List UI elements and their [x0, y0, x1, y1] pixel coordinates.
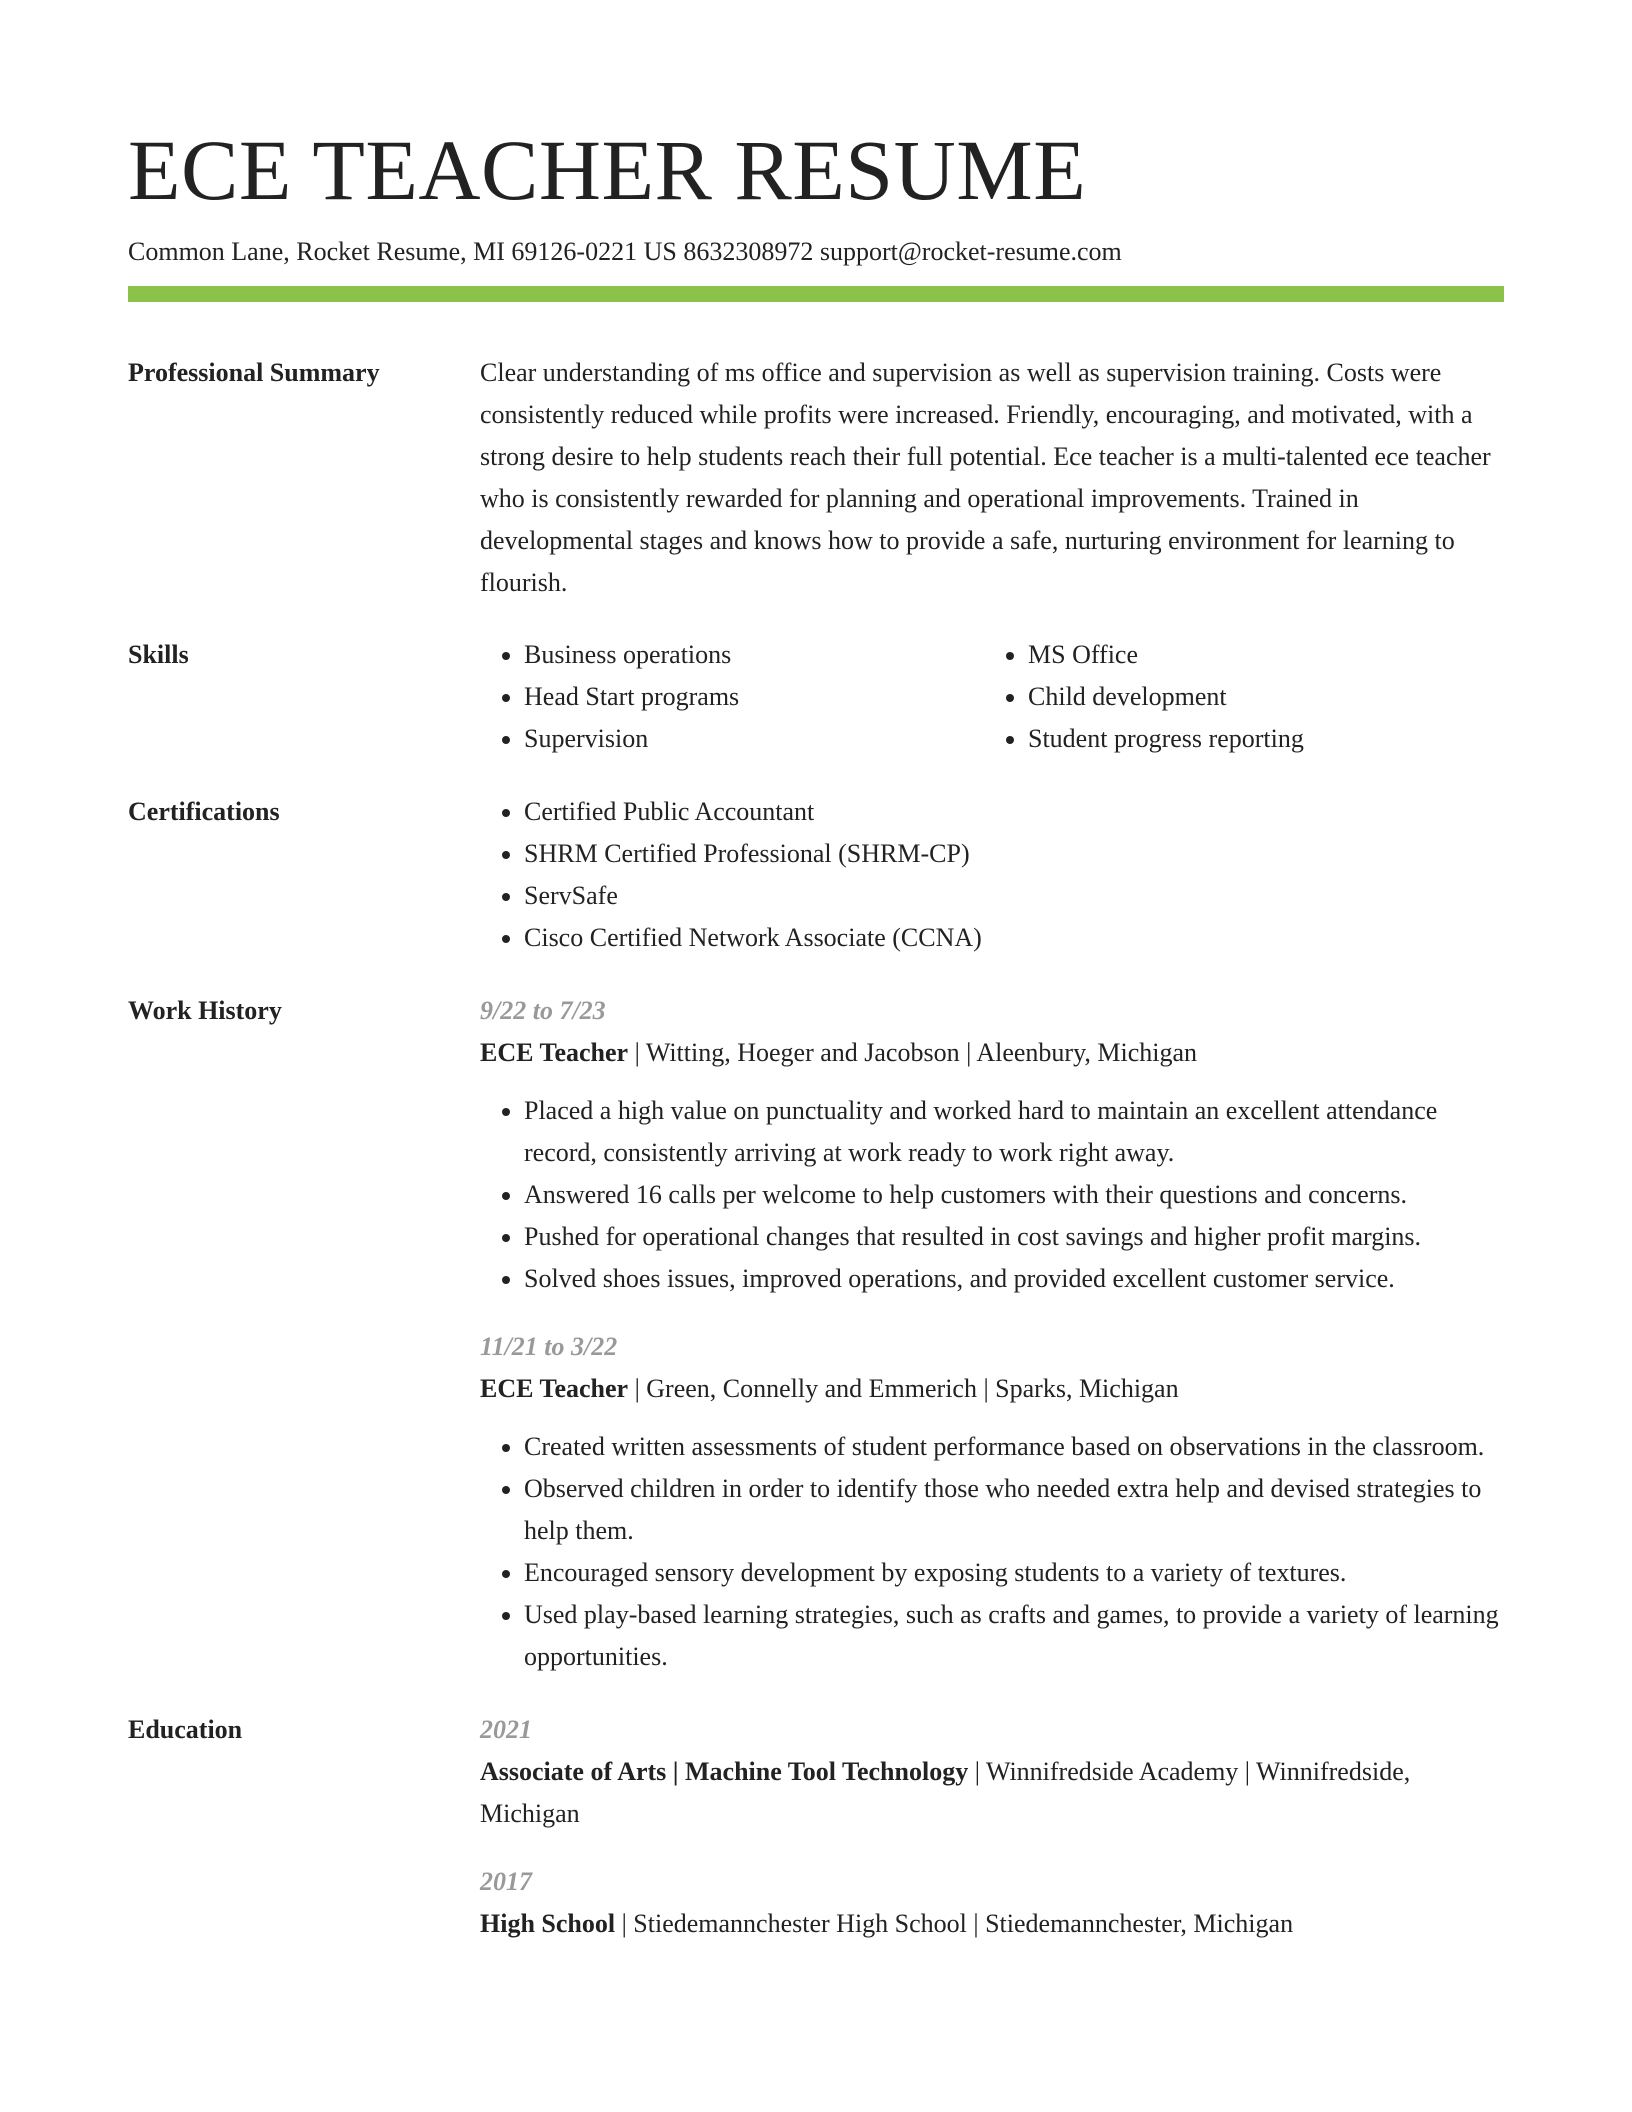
education-section: [128, 1709, 1504, 1945]
section-title-certifications: Certifications: [128, 797, 280, 826]
section-title-summary: Professional Summary: [128, 358, 380, 387]
education-degree: High School: [480, 1909, 616, 1938]
job-bullet: • Solved shoes issues, improved operations, and provided excellent customer service.: [524, 1258, 1504, 1300]
job-dates: 11/21 to 3/22: [480, 1332, 618, 1361]
certifications-body: [480, 791, 1504, 959]
contact-phone: 8632308972: [683, 237, 814, 266]
job-bullet: • Created written assessments of student performance based on observations in the classroom.: [524, 1426, 1504, 1468]
certifications-list: [480, 791, 1504, 959]
certification-item: • ServSafe: [524, 875, 1504, 917]
job-entry: [480, 990, 1504, 1300]
job-bullet: • Used play-based learning strategies, such as crafts and games, to provide a variety of learning opportunities.: [524, 1594, 1504, 1678]
education-year: 2021: [480, 1715, 532, 1744]
job-bullet: • Pushed for operational changes that resulted in cost savings and higher profit margins.: [524, 1216, 1504, 1258]
education-degree: Associate of Arts | Machine Tool Technology: [480, 1757, 969, 1786]
job-bullet: • Placed a high value on punctuality and worked hard to maintain an excellent attendance record, consistently arriving at work ready to work right away.: [524, 1090, 1504, 1174]
job-bullet: • Observed children in order to identify those who needed extra help and devised strategies to help them.: [524, 1468, 1504, 1552]
skill-item: • Business operations: [524, 634, 984, 676]
section-title-work-history: Work History: [128, 996, 282, 1025]
skills-list: [480, 634, 1504, 760]
certification-item: • Cisco Certified Network Associate (CCNA): [524, 917, 1504, 959]
job-bullets: [480, 1426, 1504, 1678]
job-entry: [480, 1326, 1504, 1678]
skill-item: • Head Start programs: [524, 676, 984, 718]
education-entry: [480, 1861, 1504, 1945]
job-bullet: • Answered 16 calls per welcome to help customers with their questions and concerns.: [524, 1174, 1504, 1216]
summary-section: [128, 352, 1504, 604]
contact-line: [128, 234, 1504, 270]
job-position: ECE Teacher: [480, 1374, 629, 1403]
job-dates: 9/22 to 7/23: [480, 996, 606, 1025]
job-heading: [480, 1032, 1504, 1074]
skill-item: • MS Office: [1028, 634, 1488, 676]
skills-body: [480, 634, 1504, 760]
resume-page: [128, 118, 1504, 1945]
job-bullet: • Encouraged sensory development by exposing students to a variety of textures.: [524, 1552, 1504, 1594]
job-heading: [480, 1368, 1504, 1410]
education-entry: [480, 1709, 1504, 1835]
education-details: | Stiedemannchester High School | Stiedemannchester, Michigan: [615, 1909, 1294, 1938]
skill-item: • Supervision: [524, 718, 984, 760]
education-body: [480, 1709, 1504, 1945]
job-position: ECE Teacher: [480, 1038, 629, 1067]
section-title-education: Education: [128, 1715, 243, 1744]
skill-item: • Student progress reporting: [1028, 718, 1488, 760]
resume-title: ECE TEACHER RESUME: [128, 122, 1087, 218]
summary-text: Clear understanding of ms office and supervision as well as supervision training. Costs were consistently reduced while profits were increased. Friendly, encouraging, and motivated, with a strong desire to help students reach their full potential. Ece teacher is a multi-talented ece teacher who is consistently rewarded for planning and operational improvements. Trained in developmental stages and knows how to provide a safe, nurturing environment for learning to flourish.: [480, 358, 1491, 597]
job-details: | Green, Connelly and Emmerich | Sparks, Michigan: [628, 1374, 1179, 1403]
education-details: | Winnifredside Academy | Winnifredside, Michigan: [480, 1757, 1411, 1828]
skill-item: • Child development: [1028, 676, 1488, 718]
skills-section: [128, 634, 1504, 760]
job-bullets: [480, 1090, 1504, 1300]
contact-email[interactable]: support@rocket-resume.com: [819, 237, 1122, 266]
certifications-section: [128, 791, 1504, 959]
education-heading: [480, 1903, 1504, 1945]
education-year: 2017: [480, 1867, 532, 1896]
work-history-body: [480, 990, 1504, 1678]
header-divider: [128, 286, 1504, 302]
work-history-section: [128, 990, 1504, 1678]
section-title-skills: Skills: [128, 640, 189, 669]
job-details: | Witting, Hoeger and Jacobson | Aleenbury, Michigan: [628, 1038, 1198, 1067]
contact-address: Common Lane, Rocket Resume, MI 69126-0221 US: [128, 237, 677, 266]
education-heading: [480, 1751, 1504, 1835]
certification-item: • SHRM Certified Professional (SHRM-CP): [524, 833, 1504, 875]
certification-item: • Certified Public Accountant: [524, 791, 1504, 833]
